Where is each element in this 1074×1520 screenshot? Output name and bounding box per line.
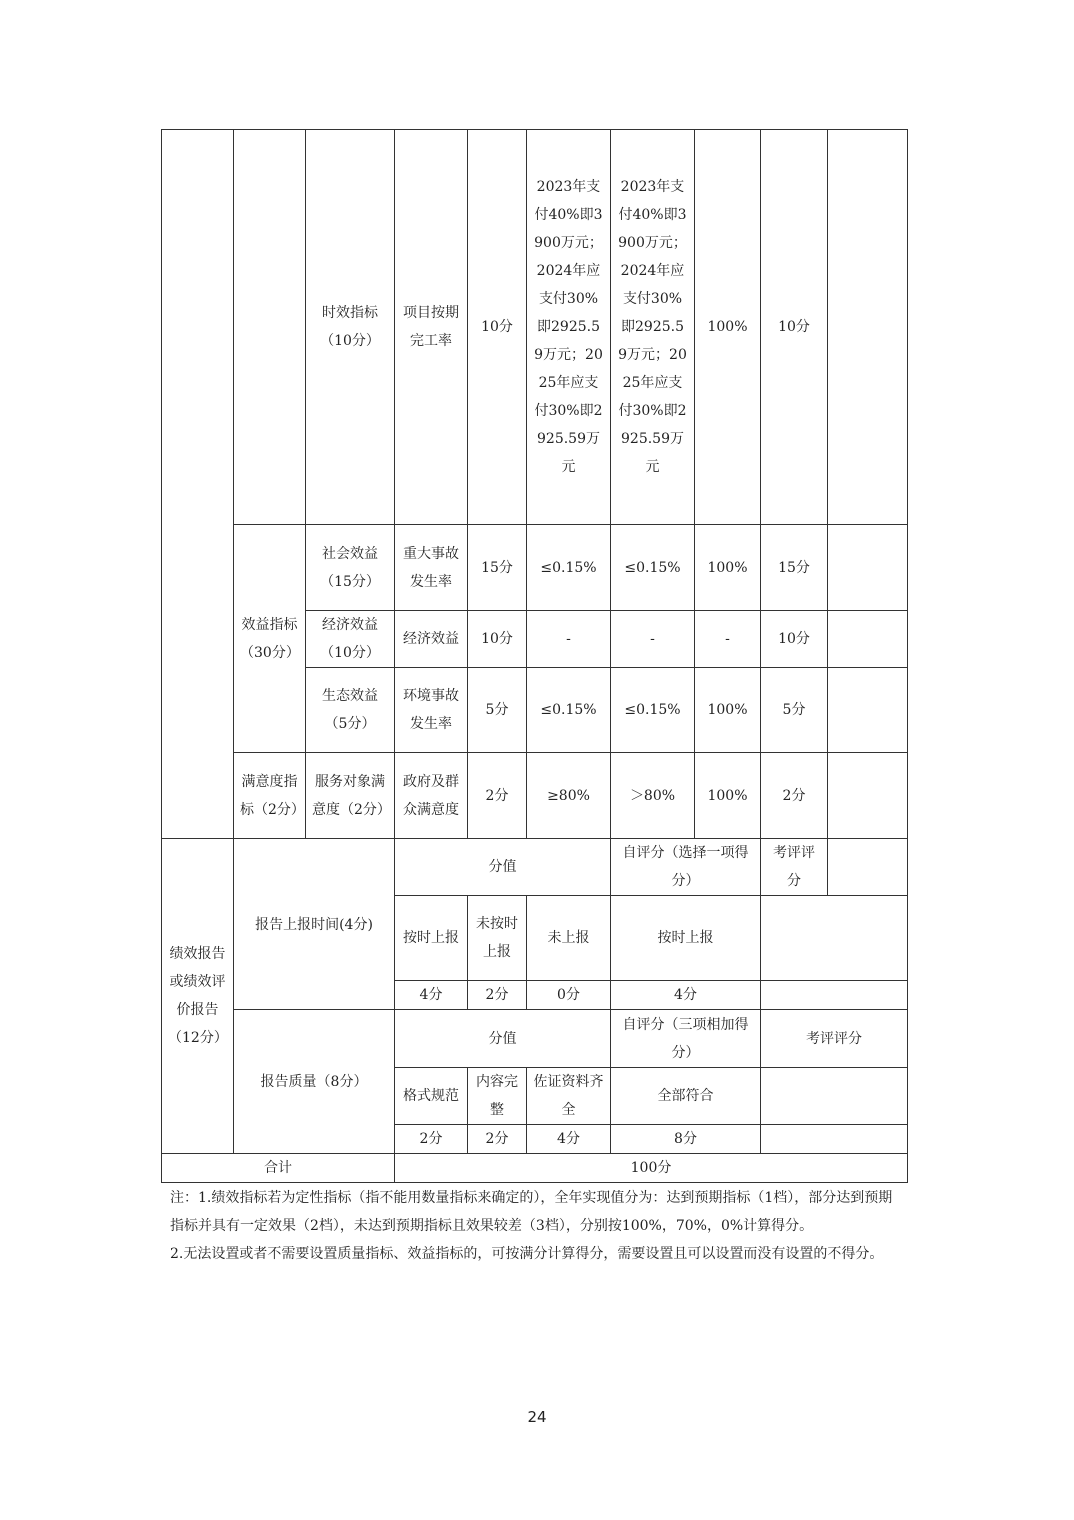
cell-option: 佐证资料齐全 — [526, 1067, 611, 1125]
cell-target: - — [526, 610, 611, 668]
cell-empty — [827, 610, 908, 668]
cell-value-header: 分值 — [394, 838, 611, 896]
cell-report-time: 报告上报时间(4分) — [233, 838, 395, 1010]
cell-option: 未上报 — [526, 895, 611, 981]
cell-review-header: 考评评分 — [760, 838, 828, 896]
cell-category: 生态效益（5分） — [305, 667, 395, 753]
cell-score: 5分 — [760, 667, 828, 753]
cell-empty — [760, 980, 908, 1010]
cell-rate: 100% — [694, 752, 761, 839]
cell-option: 按时上报 — [394, 895, 468, 981]
cell-indicator: 项目按期完工率 — [394, 129, 468, 525]
cell-empty — [827, 524, 908, 611]
cell-self-header: 自评分（选择一项得分） — [610, 838, 761, 896]
cell-actual: - — [610, 610, 695, 668]
cell-self-header: 自评分（三项相加得分） — [610, 1009, 761, 1068]
cell-empty — [161, 129, 234, 839]
cell-category: 时效指标（10分） — [305, 129, 395, 525]
cell-self-score: 4分 — [610, 980, 761, 1010]
cell-self-value: 按时上报 — [610, 895, 761, 981]
cell-score: 10分 — [760, 129, 828, 525]
cell-option-score: 2分 — [467, 1124, 527, 1154]
cell-self-score: 8分 — [610, 1124, 761, 1154]
cell-group: 效益指标（30分） — [233, 524, 306, 753]
cell-score: 2分 — [760, 752, 828, 839]
cell-actual: ≤0.15% — [610, 524, 695, 611]
cell-rate: 100% — [694, 667, 761, 753]
note-1: 注：1.绩效指标若为定性指标（指不能用数量指标来确定的），全年实现值分为：达到预期指标（1档），部分达到预期指标并具有一定效果（2档），未达到预期指标且效果较差（3档），分别按100%，70%，0%计算得分。 — [170, 1190, 893, 1234]
cell-weight: 2分 — [467, 752, 527, 839]
cell-rate: 100% — [694, 129, 761, 525]
cell-category: 社会效益（15分） — [305, 524, 395, 611]
cell-empty — [827, 667, 908, 753]
cell-actual: ＞80% — [610, 752, 695, 839]
cell-weight: 15分 — [467, 524, 527, 611]
cell-category: 经济效益（10分） — [305, 610, 395, 668]
cell-option-score: 4分 — [394, 980, 468, 1010]
cell-target: 2023年支付40%即3900万元；2024年应支付30%即2925.59万元；2025年应支付30%即2925.59万元 — [526, 129, 611, 525]
page-number: 24 — [527, 1408, 547, 1426]
cell-option-score: 4分 — [526, 1124, 611, 1154]
cell-rate: - — [694, 610, 761, 668]
cell-group: 满意度指标（2分） — [233, 752, 306, 839]
cell-total-label: 合计 — [161, 1153, 395, 1183]
cell-empty — [827, 129, 908, 525]
cell-empty — [760, 895, 908, 981]
cell-rate: 100% — [694, 524, 761, 611]
cell-total-value: 100分 — [394, 1153, 908, 1183]
table-notes — [170, 1184, 905, 1268]
cell-option-score: 2分 — [394, 1124, 468, 1154]
cell-report-quality: 报告质量（8分） — [233, 1009, 395, 1154]
cell-self-value: 全部符合 — [610, 1067, 761, 1125]
cell-empty — [760, 1124, 908, 1154]
cell-weight: 5分 — [467, 667, 527, 753]
cell-target: ≥80% — [526, 752, 611, 839]
cell-indicator: 重大事故发生率 — [394, 524, 468, 611]
cell-empty — [827, 838, 908, 896]
cell-target: ≤0.15% — [526, 667, 611, 753]
cell-indicator: 政府及群众满意度 — [394, 752, 468, 839]
note-2: 2.无法设置或者不需要设置质量指标、效益指标的，可按满分计算得分，需要设置且可以设置而没有设置的不得分。 — [170, 1246, 884, 1262]
cell-score: 10分 — [760, 610, 828, 668]
cell-actual: ≤0.15% — [610, 667, 695, 753]
cell-empty — [233, 129, 306, 525]
cell-option: 未按时上报 — [467, 895, 527, 981]
cell-option-score: 2分 — [467, 980, 527, 1010]
cell-category: 服务对象满意度（2分） — [305, 752, 395, 839]
cell-option-score: 0分 — [526, 980, 611, 1010]
cell-report-group: 绩效报告或绩效评价报告（12分） — [161, 838, 234, 1154]
cell-empty — [760, 1067, 908, 1125]
cell-score: 15分 — [760, 524, 828, 611]
cell-actual: 2023年支付40%即3900万元；2024年应支付30%即2925.59万元；2025年应支付30%即2925.59万元 — [610, 129, 695, 525]
cell-weight: 10分 — [467, 610, 527, 668]
cell-option: 格式规范 — [394, 1067, 468, 1125]
cell-value-header: 分值 — [394, 1009, 611, 1068]
cell-option: 内容完整 — [467, 1067, 527, 1125]
cell-weight: 10分 — [467, 129, 527, 525]
cell-indicator: 环境事故发生率 — [394, 667, 468, 753]
cell-target: ≤0.15% — [526, 524, 611, 611]
cell-indicator: 经济效益 — [394, 610, 468, 668]
cell-review-header: 考评评分 — [760, 1009, 908, 1068]
cell-empty — [827, 752, 908, 839]
